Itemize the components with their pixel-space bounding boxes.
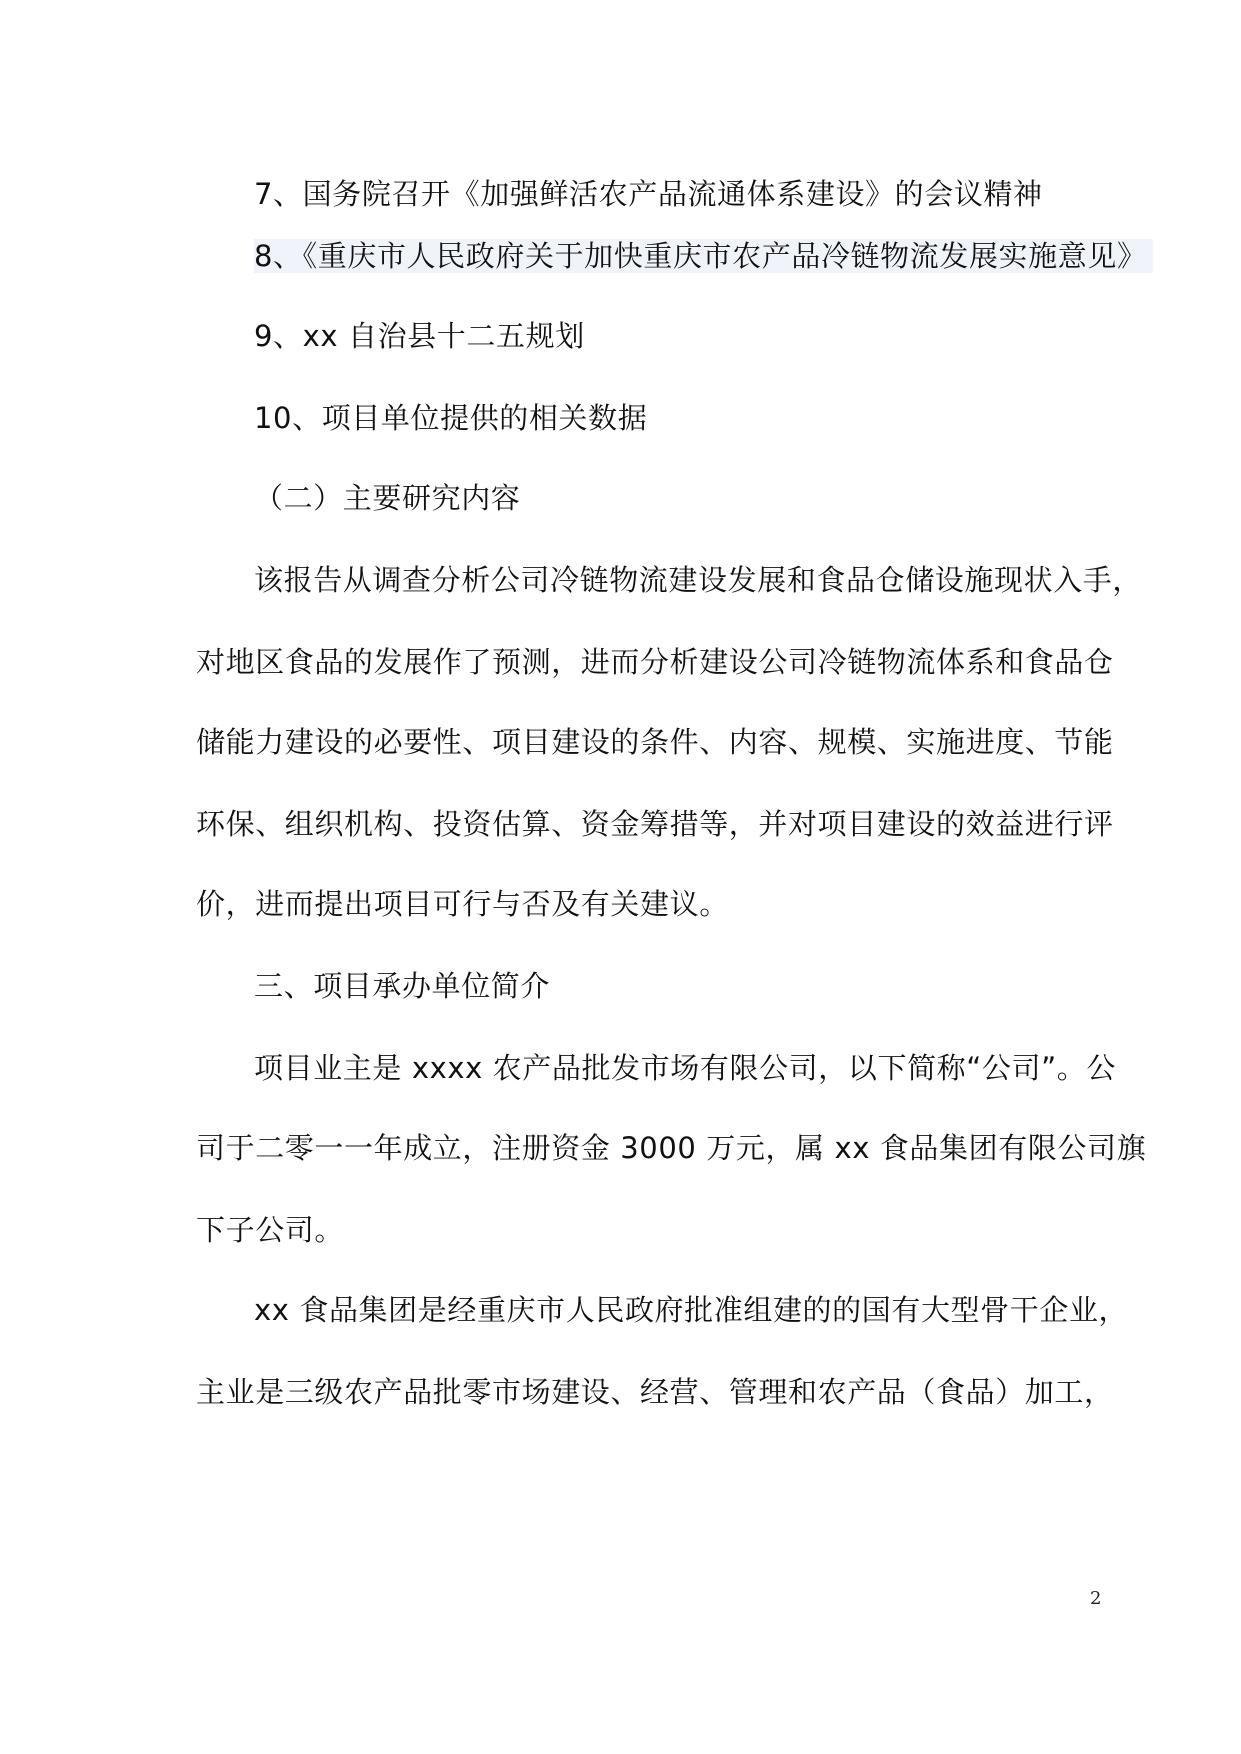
highlighted-text: 8、《重庆市人民政府关于加快重庆市农产品冷链物流发展实施意见》 — [254, 239, 1153, 273]
page-number: 2 — [1090, 1588, 1102, 1609]
reference-item-7: 7、国务院召开《加强鲜活农产品流通体系建设》的会议精神 — [254, 177, 1043, 211]
paragraph-line: 项目业主是 xxxx 农产品批发市场有限公司，以下简称“公司”。公 — [254, 1051, 1116, 1085]
paragraph-line: 价，进而提出项目可行与否及有关建议。 — [196, 887, 729, 921]
paragraph-line: xx 食品集团是经重庆市人民政府批准组建的的国有大型骨干企业， — [254, 1293, 1129, 1327]
paragraph-line: 储能力建设的必要性、项目建设的条件、内容、规模、实施进度、节能 — [196, 725, 1114, 759]
section-heading-research-content: （二）主要研究内容 — [254, 481, 521, 515]
reference-item-8 — [254, 236, 1153, 276]
paragraph-line: 对地区食品的发展作了预测，进而分析建设公司冷链物流体系和食品仓 — [196, 645, 1114, 679]
paragraph-line: 主业是三级农产品批零市场建设、经营、管理和农产品（食品）加工， — [196, 1375, 1114, 1409]
section-heading-company-intro: 三、项目承办单位简介 — [254, 969, 551, 1003]
reference-item-10: 10、项目单位提供的相关数据 — [254, 401, 648, 435]
reference-item-9: 9、xx 自治县十二五规划 — [254, 319, 585, 353]
paragraph-line: 环保、组织机构、投资估算、资金筹措等，并对项目建设的效益进行评 — [196, 807, 1114, 841]
paragraph-line: 该报告从调查分析公司冷链物流建设发展和食品仓储设施现状入手， — [254, 563, 1143, 597]
paragraph-line: 司于二零一一年成立，注册资金 3000 万元，属 xx 食品集团有限公司旗 — [196, 1131, 1147, 1165]
paragraph-line: 下子公司。 — [196, 1213, 345, 1247]
